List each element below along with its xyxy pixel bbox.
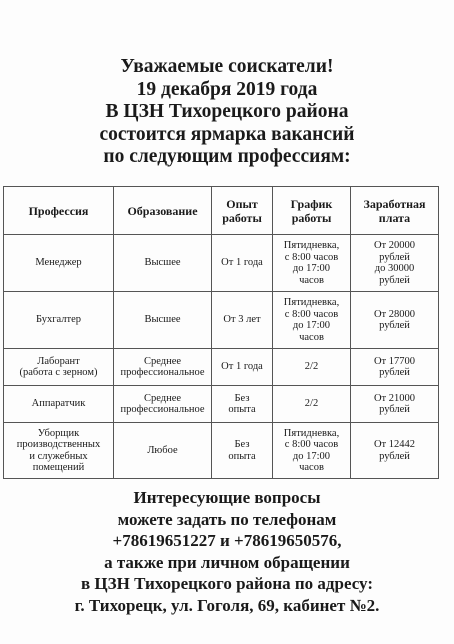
heading-line-date: 19 декабря 2019 года — [136, 78, 318, 100]
footer-line-in-person: а также при личном обращении — [104, 552, 350, 572]
heading-line-place: В ЦЗН Тихорецкого района — [105, 101, 349, 122]
cell-profession: Менеджер — [4, 235, 114, 292]
cell-schedule: Пятидневка, с 8:00 часов до 17:00 часов — [273, 235, 351, 292]
table-row — [4, 386, 439, 423]
table-header-row — [4, 187, 439, 235]
header-profession: Профессия — [4, 187, 114, 235]
header-experience: Опыт работы — [212, 187, 273, 235]
table-row — [4, 292, 439, 349]
cell-education: Высшее — [114, 292, 212, 349]
cell-experience: От 1 года — [212, 349, 273, 386]
cell-profession: Лаборант (работа с зерном) — [4, 349, 114, 386]
cell-schedule: 2/2 — [273, 386, 351, 423]
cell-education: Среднее профессиональное — [114, 349, 212, 386]
cell-experience: От 3 лет — [212, 292, 273, 349]
cell-profession: Бухгалтер — [4, 292, 114, 349]
cell-education: Высшее — [114, 235, 212, 292]
cell-schedule: Пятидневка, с 8:00 часов до 17:00 часов — [273, 423, 351, 479]
footer-line-office: в ЦЗН Тихорецкого района по адресу: — [81, 574, 373, 593]
header-salary: Заработная плата — [351, 187, 439, 235]
header-education: Образование — [114, 187, 212, 235]
cell-salary: От 21000 рублей — [351, 386, 439, 423]
cell-experience: Без опыта — [212, 386, 273, 423]
heading-line-intro: по следующим профессиям: — [103, 146, 351, 167]
table-row — [4, 349, 439, 386]
cell-education: Любое — [114, 423, 212, 479]
cell-salary: От 12442 рублей — [351, 423, 439, 479]
cell-profession: Аппаратчик — [4, 386, 114, 423]
cell-schedule: Пятидневка, с 8:00 часов до 17:00 часов — [273, 292, 351, 349]
heading-line-greeting: Уважаемые соискатели! — [120, 56, 334, 77]
heading-line-event: состоится ярмарка вакансий — [99, 123, 355, 145]
footer-line-address: г. Тихорецк, ул. Гоголя, 69, кабинет №2. — [74, 595, 380, 615]
cell-experience: От 1 года — [212, 235, 273, 292]
announcement-heading — [0, 56, 454, 169]
cell-salary: От 20000 рублей до 30000 рублей — [351, 235, 439, 292]
table-row — [4, 423, 439, 479]
cell-profession: Уборщик производственных и служебных помещений — [4, 423, 114, 479]
contact-footer — [0, 487, 454, 616]
cell-salary: От 28000 рублей — [351, 292, 439, 349]
cell-salary: От 17700 рублей — [351, 349, 439, 386]
cell-experience: Без опыта — [212, 423, 273, 479]
footer-line-phones-intro: можете задать по телефонам — [117, 509, 337, 529]
footer-line-phone-numbers: +78619651227 и +78619650576, — [112, 531, 342, 550]
footer-line-questions: Интересующие вопросы — [133, 488, 321, 507]
header-schedule: График работы — [273, 187, 351, 235]
vacancies-table — [3, 186, 439, 479]
cell-schedule: 2/2 — [273, 349, 351, 386]
table-row — [4, 235, 439, 292]
cell-education: Среднее профессиональное — [114, 386, 212, 423]
